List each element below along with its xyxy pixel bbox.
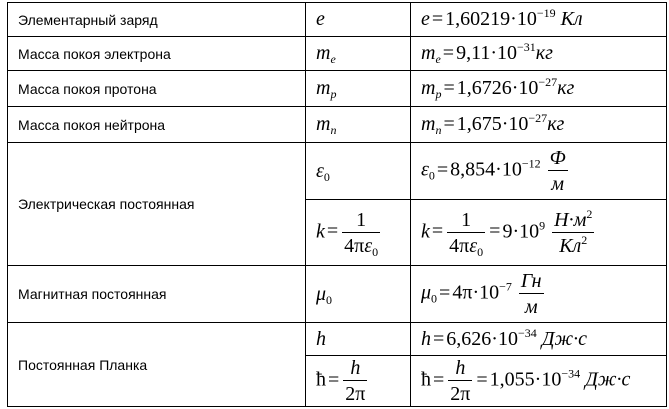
symbol-letter: ħ: [316, 368, 326, 391]
symbol-subscript: 0: [431, 291, 438, 306]
symbol-letter: μ: [421, 281, 432, 304]
times-sign: ·: [472, 281, 480, 304]
times-sign: ·: [491, 327, 498, 350]
constant-name-text: Масса покоя электрона: [18, 45, 171, 62]
power-exponent: −34: [561, 366, 581, 381]
power-base: 10: [519, 220, 540, 243]
equals-sign: =: [476, 368, 488, 391]
power-exponent: −27: [528, 111, 548, 125]
unit-numerator: Н·м: [554, 208, 587, 231]
constant-name: [8, 143, 306, 266]
symbol-letter: ε: [316, 159, 324, 182]
unit-fraction: [552, 206, 594, 257]
mantissa: 6,626: [446, 327, 492, 350]
power-exponent: −31: [517, 40, 536, 54]
symbol-subscript: 0: [428, 168, 435, 183]
times-sign: ·: [512, 220, 520, 243]
constant-value: [411, 356, 667, 407]
symbol-letter: ε: [469, 234, 478, 257]
symbol-subscript: 0: [326, 292, 333, 307]
constant-symbol: [306, 323, 411, 356]
symbol-letter: m: [316, 77, 331, 99]
unit-fraction: [548, 147, 568, 195]
mantissa: 4π: [452, 281, 473, 304]
symbol-letter: e: [316, 8, 325, 30]
symbol-letter: h: [421, 327, 431, 350]
constant-symbol: [306, 107, 411, 143]
symbol-letter: ε: [421, 158, 429, 181]
mantissa: 1,675: [456, 113, 502, 135]
constant-name-text: Постоянная Планка: [18, 356, 148, 373]
table-row: [8, 71, 667, 107]
constant-value: [411, 266, 667, 323]
equals-sign: =: [326, 220, 339, 243]
constant-value: [411, 200, 667, 266]
symbol-letter: μ: [316, 282, 327, 305]
power-exponent: 9: [539, 218, 546, 233]
fraction-denominator: 4π: [344, 234, 365, 257]
equals-sign: =: [443, 77, 455, 99]
table-row: [8, 107, 667, 143]
times-sign: ·: [490, 42, 497, 64]
constant-value: [411, 107, 667, 143]
fraction-numerator: 1: [447, 209, 485, 233]
equals-sign: =: [439, 281, 451, 304]
fraction-numerator: 1: [342, 209, 380, 233]
equals-sign: =: [431, 8, 444, 30]
power-base: 10: [501, 158, 522, 181]
power-exponent: −34: [517, 325, 537, 340]
equals-sign: =: [433, 368, 445, 391]
unit-numerator: Ф: [549, 147, 566, 169]
power-base: 10: [516, 8, 537, 30]
symbol-subscript: 0: [372, 244, 379, 259]
unit: кг: [535, 42, 553, 64]
symbol-letter: k: [316, 220, 325, 243]
equals-sign: =: [431, 220, 444, 243]
constant-symbol: [306, 356, 411, 407]
mantissa: 1,055: [489, 368, 535, 391]
symbol-letter: m: [421, 42, 436, 64]
times-sign: ·: [534, 368, 542, 391]
power-exponent: −27: [538, 75, 558, 89]
unit-denominator: Кл: [559, 234, 582, 257]
unit: Дж·с: [541, 327, 587, 350]
constant-name: [8, 37, 306, 71]
constant-name: [8, 107, 306, 143]
constant-symbol: [306, 200, 411, 266]
mantissa: 1,60219: [445, 8, 511, 30]
symbol-letter: m: [421, 113, 436, 135]
power-base: 10: [541, 368, 562, 391]
constant-value: [411, 323, 667, 356]
power-exponent: −19: [536, 6, 556, 20]
times-sign: ·: [495, 158, 502, 181]
constant-name: [8, 323, 306, 407]
unit-denominator: м: [524, 296, 538, 318]
symbol-subscript: p: [330, 87, 337, 101]
unit: Кл: [560, 8, 583, 30]
symbol-subscript: 0: [477, 244, 484, 259]
unit: кг: [557, 77, 575, 99]
mantissa: 8,854: [450, 158, 496, 181]
table-row: [8, 143, 667, 200]
constant-value: [411, 71, 667, 107]
constant-name-text: Электрическая постоянная: [18, 196, 195, 212]
constant-value: [411, 37, 667, 71]
unit-numerator: Гн: [520, 270, 542, 292]
equals-sign: =: [442, 42, 455, 64]
mantissa: 1,6726: [456, 77, 512, 99]
constant-name-text: Масса покоя нейтрона: [18, 116, 166, 133]
mantissa: 9,11: [456, 42, 491, 64]
physical-constants-table: [7, 2, 667, 407]
fraction-denominator: 2π: [345, 383, 366, 405]
power-base: 10: [497, 42, 517, 64]
symbol-letter: ε: [364, 234, 373, 257]
table-row: [8, 37, 667, 71]
power-base: 10: [479, 281, 500, 304]
equals-sign: =: [489, 220, 501, 243]
constant-symbol: [306, 266, 411, 323]
table-row: [8, 266, 667, 323]
symbol-subscript: n: [330, 123, 337, 137]
symbol-letter: m: [316, 113, 331, 135]
mantissa: 9: [502, 220, 513, 243]
constant-name-text: Магнитная постоянная: [18, 286, 167, 302]
constant-symbol: [306, 143, 411, 200]
formula-fraction: [343, 357, 367, 405]
unit-exponent: 2: [581, 232, 588, 247]
constant-name: [8, 71, 306, 107]
symbol-subscript: e: [435, 52, 441, 66]
formula-fraction: [342, 209, 380, 257]
fraction-denominator: 2π: [450, 383, 471, 405]
symbol-letter: ħ: [421, 368, 431, 391]
table-row: [8, 3, 667, 37]
equals-sign: =: [328, 368, 340, 391]
power-base: 10: [508, 113, 529, 135]
unit: Дж·с: [585, 368, 631, 391]
constant-name: [8, 3, 306, 37]
times-sign: ·: [501, 113, 509, 135]
constant-name-text: Элементарный заряд: [18, 11, 158, 28]
constant-symbol: [306, 3, 411, 37]
power-base: 10: [518, 77, 539, 99]
symbol-subscript: n: [435, 123, 442, 137]
power-base: 10: [497, 327, 518, 350]
equals-sign: =: [443, 113, 455, 135]
power-exponent: −7: [499, 279, 512, 294]
power-exponent: −12: [521, 156, 541, 171]
fraction-numerator: h: [350, 357, 361, 379]
symbol-subscript: e: [330, 52, 336, 66]
constant-name: [8, 266, 306, 323]
symbol-letter: m: [316, 42, 331, 64]
symbol-letter: k: [421, 220, 430, 243]
symbol-letter: e: [421, 8, 430, 30]
fraction-numerator: h: [455, 357, 466, 379]
formula-fraction: [448, 357, 472, 405]
symbol-subscript: p: [435, 87, 442, 101]
constant-symbol: [306, 37, 411, 71]
symbol-letter: m: [421, 77, 436, 99]
unit: кг: [547, 113, 565, 135]
times-sign: ·: [510, 8, 517, 30]
times-sign: ·: [511, 77, 519, 99]
unit-fraction: [519, 270, 544, 318]
constant-symbol: [306, 71, 411, 107]
unit-denominator: м: [551, 173, 565, 195]
equals-sign: =: [436, 158, 449, 181]
equals-sign: =: [433, 327, 445, 350]
table-row: [8, 323, 667, 356]
formula-fraction: [447, 209, 485, 257]
constant-value: [411, 143, 667, 200]
symbol-subscript: 0: [323, 169, 330, 184]
unit-exponent: 2: [586, 206, 593, 221]
constant-value: [411, 3, 667, 37]
constant-name-text: Масса покоя протона: [18, 80, 157, 97]
symbol-letter: h: [316, 327, 326, 350]
fraction-denominator: 4π: [449, 234, 470, 257]
